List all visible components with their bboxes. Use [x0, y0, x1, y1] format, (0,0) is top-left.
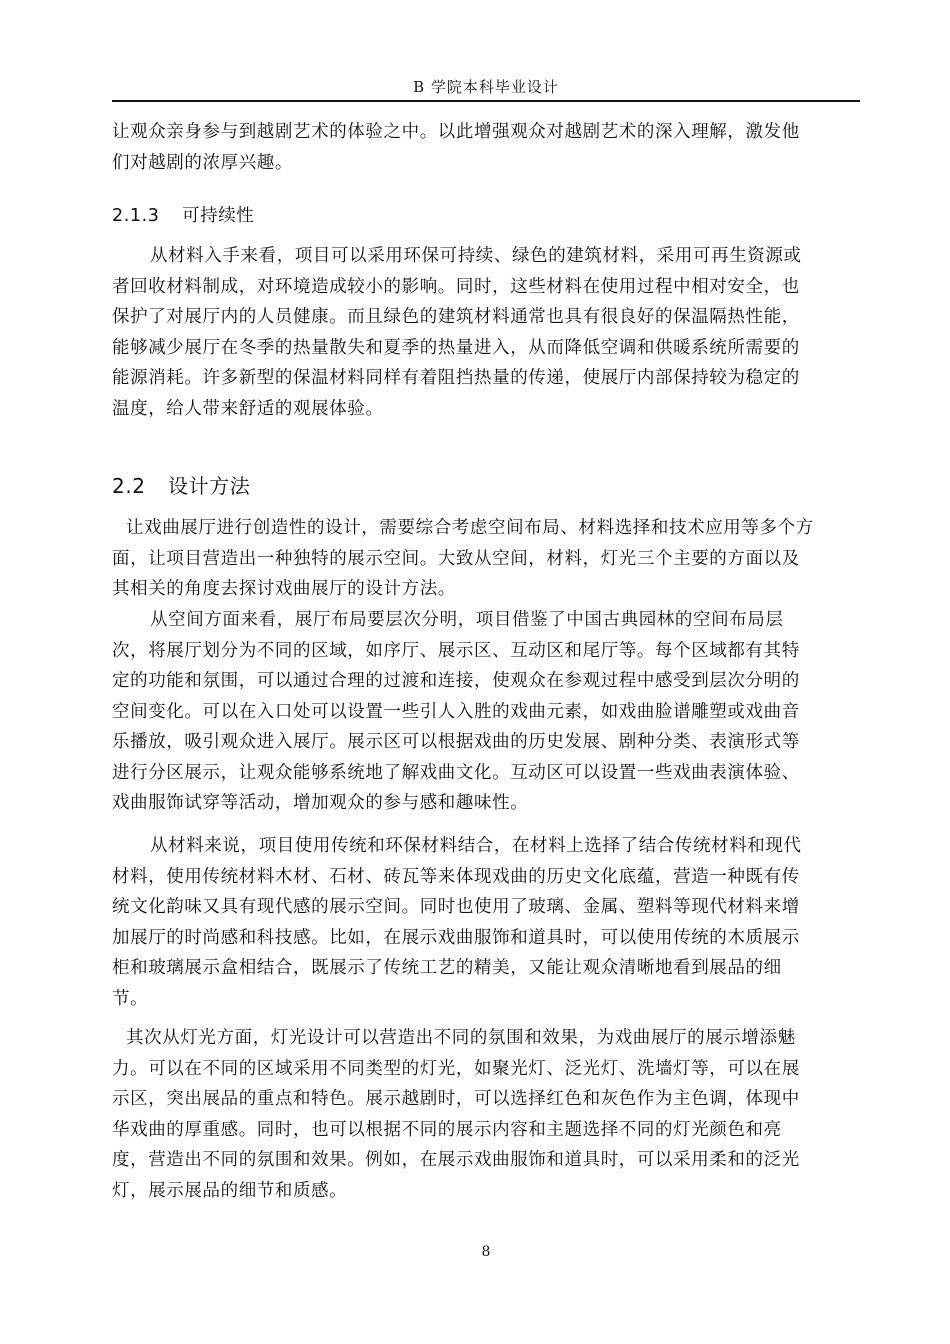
- section-heading-2-2: [112, 471, 250, 501]
- text-line: 灯，展示展品的细节和质感。: [112, 1180, 348, 1201]
- text-line: 次，将展厅划分为不同的区域，如序厅、展示区、互动区和尾厅等。每个区域都有其特: [112, 640, 800, 661]
- text-line: 戏曲服饰试穿等活动，增加观众的参与感和趣味性。: [112, 793, 529, 813]
- page-number: 8: [481, 1244, 491, 1260]
- text-line: 者回收材料制成，对环境造成较小的影响。同时，这些材料在使用过程中相对安全，也: [112, 276, 800, 297]
- continuation-paragraph: [112, 117, 860, 178]
- text-line: 进行分区展示，让观众能够系统地了解戏曲文化。互动区可以设置一些戏曲表演体验、: [112, 762, 800, 783]
- text-line: 空间变化。可以在入口处可以设置一些引人入胜的戏曲元素，如戏曲脸谱雕塑或戏曲音: [112, 701, 800, 722]
- page-header: B 学院本科毕业设计: [413, 78, 559, 96]
- section-title: 设计方法: [168, 474, 251, 498]
- text-line: 保护了对展厅内的人员健康。而且绿色的建筑材料通常也具有很良好的保温隔热性能，: [112, 307, 800, 327]
- text-line: 从空间方面来看，展厅布局要层次分明，项目借鉴了中国古典园林的空间布局层: [150, 610, 784, 630]
- text-line: 其相关的角度去探讨戏曲展厅的设计方法。: [112, 579, 456, 599]
- text-line: 材料，使用传统材料木材、石材、砖瓦等来体现戏曲的历史文化底蕴，营造一种既有传: [112, 866, 800, 887]
- design-method-intro-paragraph: [112, 513, 860, 605]
- text-line: 力。可以在不同的区域采用不同类型的灯光，如聚光灯、泛光灯、洗墙灯等，可以在展: [112, 1058, 800, 1079]
- text-line: 面，让项目营造出一种独特的展示空间。大致从空间，材料，灯光三个主要的方面以及: [112, 548, 800, 569]
- sustainability-paragraph: [112, 241, 860, 424]
- header-divider: [112, 100, 860, 102]
- section-heading-2-1-3: [112, 203, 254, 229]
- text-line: 统文化韵味又具有现代感的展示空间。同时也使用了玻璃、金属、塑料等现代材料来增: [112, 897, 800, 917]
- section-title: 可持续性: [182, 206, 255, 226]
- text-line: 其次从灯光方面，灯光设计可以营造出不同的氛围和效果，为戏曲展厅的展示增添魅: [126, 1028, 796, 1048]
- text-line: 乐播放，吸引观众进入展厅。展示区可以根据戏曲的历史发展、剧种分类、表演形式等: [112, 732, 800, 752]
- text-line: 从材料来说，项目使用传统和环保材料结合，在材料上选择了结合传统材料和现代: [150, 836, 802, 856]
- text-line: 能源消耗。许多新型的保温材料同样有着阻挡热量的传递，使展厅内部保持较为稳定的: [112, 368, 800, 388]
- text-line: 温度，给人带来舒适的观展体验。: [112, 398, 384, 419]
- space-paragraph: [112, 605, 860, 819]
- materials-paragraph: [112, 831, 860, 1014]
- lighting-paragraph: [112, 1023, 860, 1206]
- text-line: 度，营造出不同的氛围和效果。例如，在展示戏曲服饰和道具时，可以采用柔和的泛光: [112, 1150, 800, 1170]
- text-line: 华戏曲的厚重感。同时，也可以根据不同的展示内容和主题选择不同的灯光颜色和亮: [112, 1119, 782, 1140]
- text-line: 从材料入手来看，项目可以采用环保可持续、绿色的建筑材料，采用可再生资源或: [150, 246, 802, 266]
- text-line: 让观众亲身参与到越剧艺术的体验之中。以此增强观众对越剧艺术的深入理解，激发他: [112, 122, 800, 142]
- text-line: 节。: [112, 988, 149, 1009]
- text-line: 能够减少展厅在冬季的热量散失和夏季的热量进入，从而降低空调和供暖系统所需要的: [112, 337, 800, 358]
- section-number: 2.2: [112, 474, 146, 498]
- text-line: 们对越剧的浓厚兴趣。: [112, 152, 293, 173]
- section-number: 2.1.3: [112, 206, 160, 226]
- text-line: 加展厅的时尚感和科技感。比如，在展示戏曲服饰和道具时，可以使用传统的木质展示: [112, 927, 800, 948]
- text-line: 示区，突出展品的重点和特色。展示越剧时，可以选择红色和灰色作为主色调，体现中: [112, 1089, 800, 1109]
- text-line: 柜和玻璃展示盒相结合，既展示了传统工艺的精美，又能让观众清晰地看到展品的细: [112, 958, 782, 978]
- text-line: 让戏曲展厅进行创造性的设计，需要综合考虑空间布局、材料选择和技术应用等多个方: [126, 518, 814, 538]
- text-line: 定的功能和氛围，可以通过合理的过渡和连接，使观众在参观过程中感受到层次分明的: [112, 671, 800, 691]
